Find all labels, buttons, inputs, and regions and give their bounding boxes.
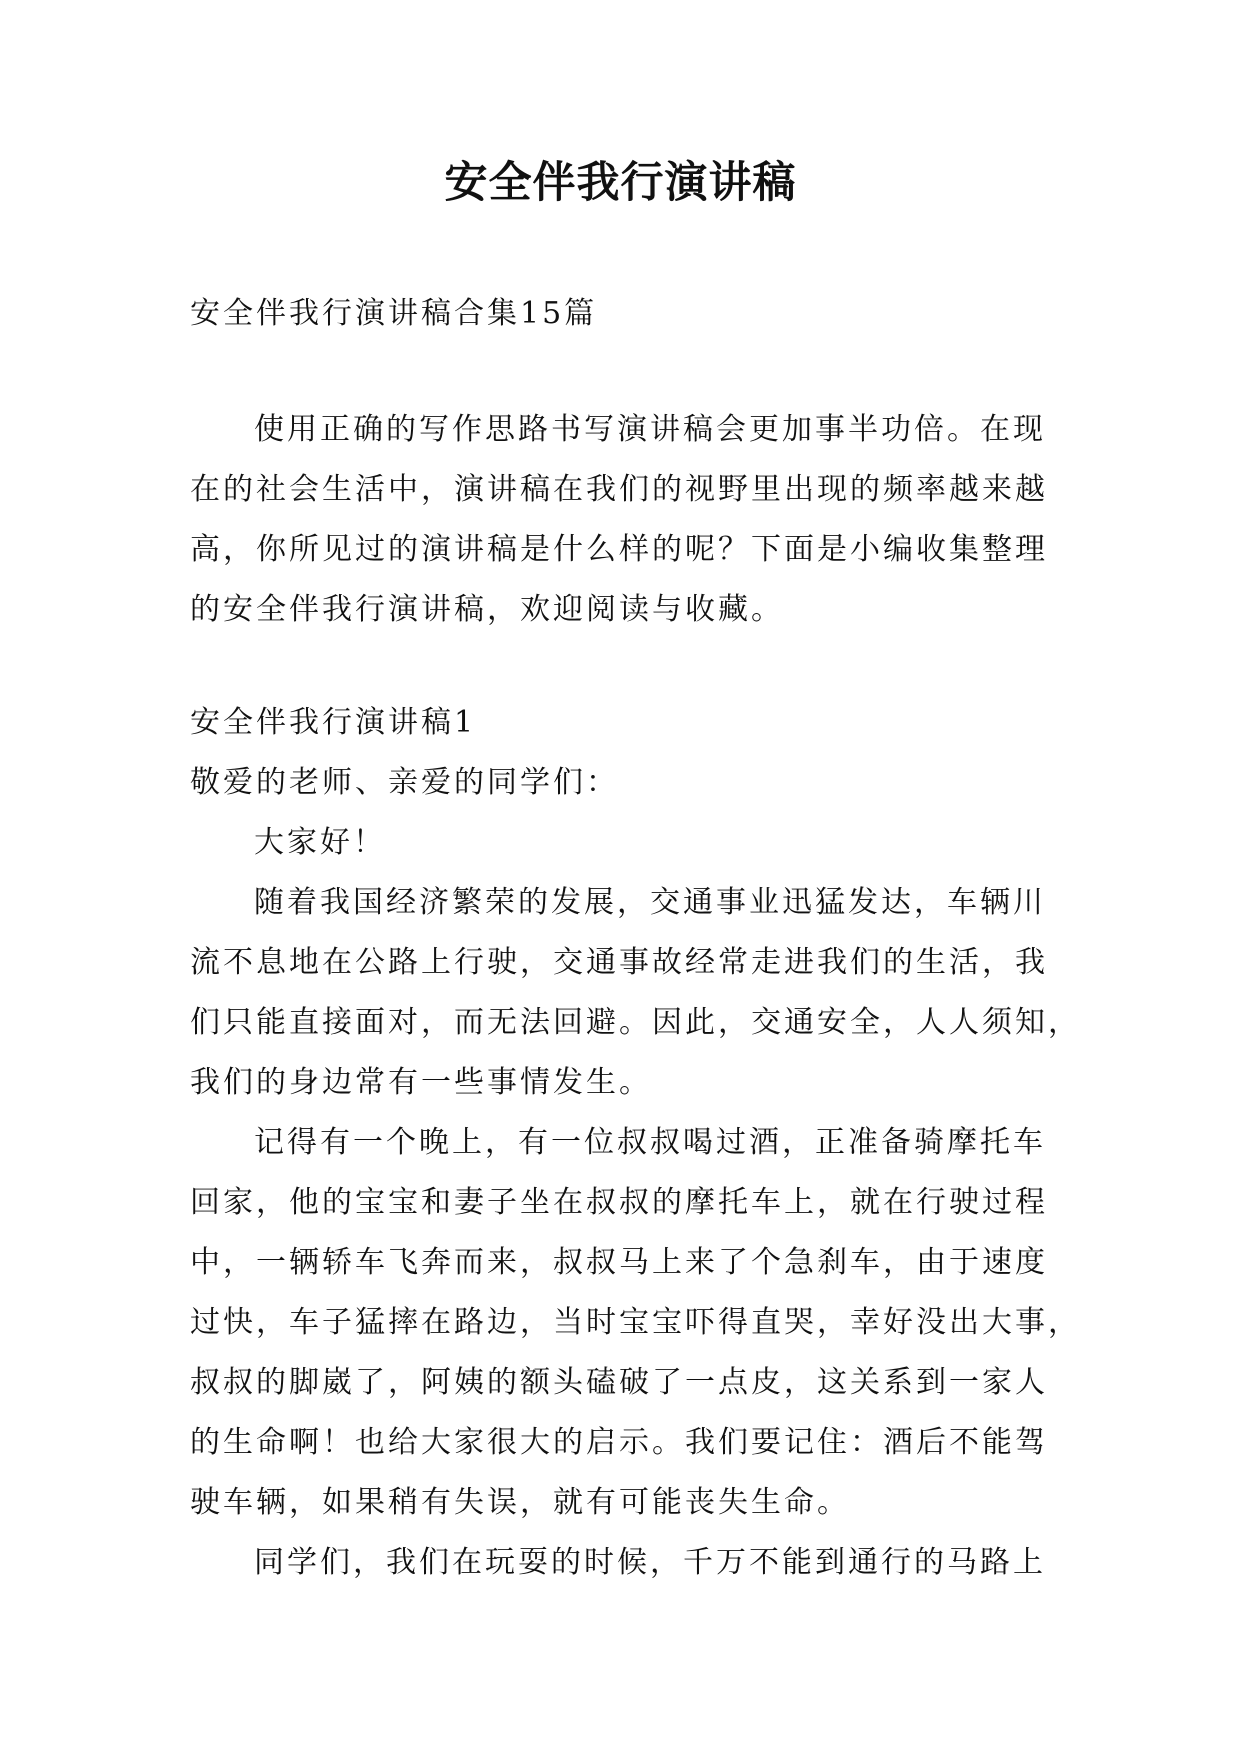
section-title: 安全伴我行演讲稿1	[190, 705, 477, 740]
paragraph-line: 的生命啊！也给大家很大的启示。我们要记住：酒后不能驾	[190, 1425, 1048, 1460]
document-title: 安全伴我行演讲稿	[444, 158, 797, 208]
intro-line: 在的社会生活中，演讲稿在我们的视野里出现的频率越来越	[190, 472, 1048, 507]
intro-line: 的安全伴我行演讲稿，欢迎阅读与收藏。	[190, 592, 784, 627]
paragraph-line: 中，一辆轿车飞奔而来，叔叔马上来了个急刹车，由于速度	[190, 1245, 1048, 1280]
salutation: 敬爱的老师、亲爱的同学们：	[190, 765, 619, 800]
intro-line: 高，你所见过的演讲稿是什么样的呢？下面是小编收集整理	[190, 532, 1048, 567]
paragraph-line: 过快，车子猛摔在路边，当时宝宝吓得直哭，幸好没出大事，	[190, 1305, 1081, 1340]
document-subtitle	[190, 284, 1050, 344]
paragraph-line: 驶车辆，如果稍有失误，就有可能丧失生命。	[190, 1485, 850, 1520]
paragraph-line: 流不息地在公路上行驶，交通事故经常走进我们的生活，我	[190, 945, 1048, 980]
subtitle-text: 安全伴我行演讲稿合集15篇	[190, 296, 598, 331]
intro-line: 使用正确的写作思路书写演讲稿会更加事半功倍。在现	[254, 412, 1046, 447]
speech-section	[190, 693, 1081, 1593]
paragraph-line: 叔叔的脚崴了，阿姨的额头磕破了一点皮，这关系到一家人	[190, 1365, 1048, 1400]
paragraph-line: 记得有一个晚上，有一位叔叔喝过酒，正准备骑摩托车	[254, 1125, 1046, 1160]
intro-paragraph	[190, 400, 1050, 640]
paragraph-line: 我们的身边常有一些事情发生。	[190, 1065, 652, 1100]
paragraph-line: 回家，他的宝宝和妻子坐在叔叔的摩托车上，就在行驶过程	[190, 1185, 1048, 1220]
paragraph-line: 随着我国经济繁荣的发展，交通事业迅猛发达，车辆川	[254, 885, 1046, 920]
paragraph-line: 同学们，我们在玩耍的时候，千万不能到通行的马路上	[254, 1545, 1046, 1580]
greeting: 大家好！	[254, 825, 386, 860]
paragraph-line: 们只能直接面对，而无法回避。因此，交通安全，人人须知，	[190, 1005, 1081, 1040]
